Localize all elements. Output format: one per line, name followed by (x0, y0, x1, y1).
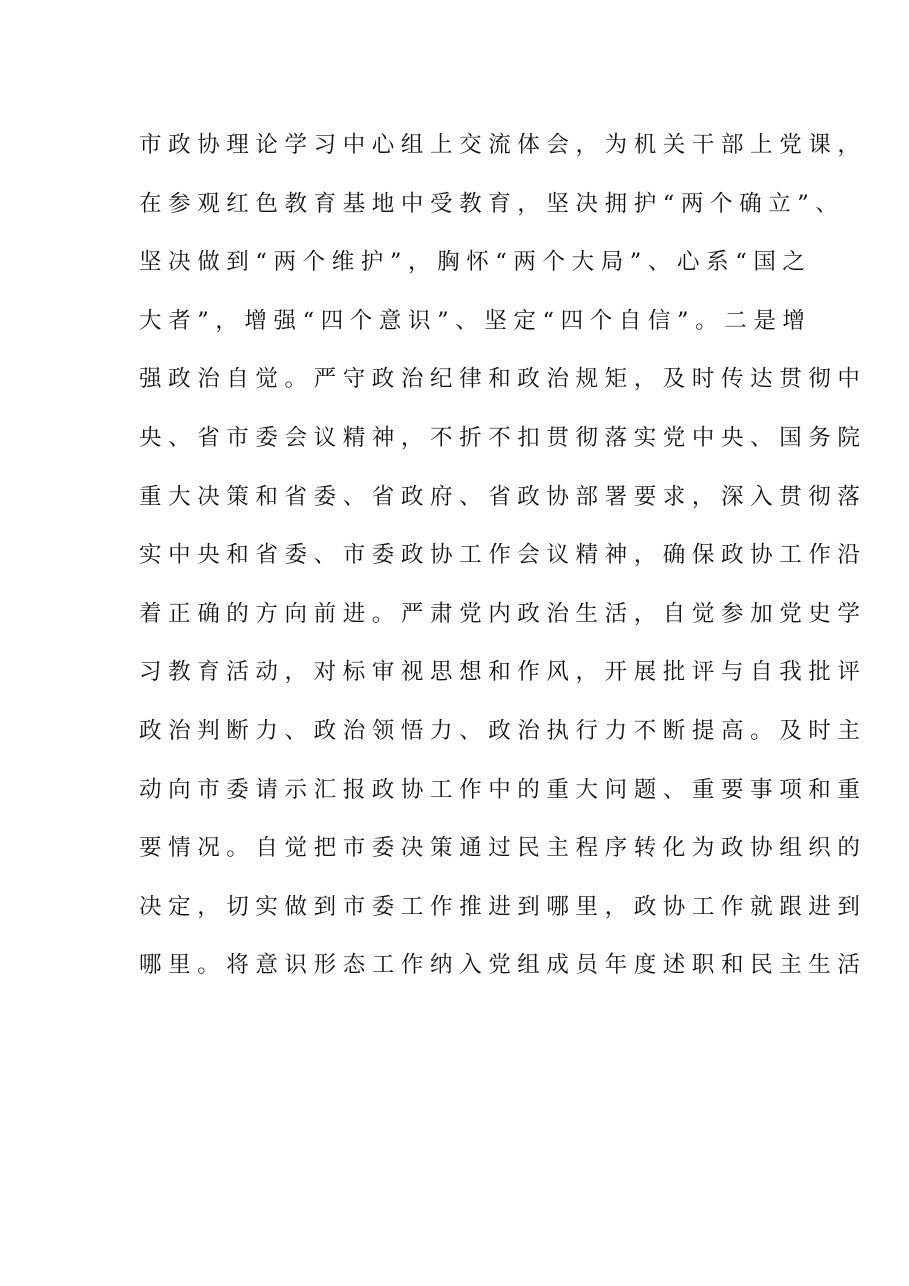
text-line: 着正确的方向前进。严肃党内政治生活，自觉参加党史学 (139, 600, 867, 627)
text-line: 坚决做到“两个维护”，胸怀“两个大局”、心系“国之 (139, 249, 812, 276)
text-line: 大者”，增强“四个意识”、坚定“四个自信”。二是增 (139, 307, 812, 334)
text-line: 实中央和省委、市委政协工作会议精神，确保政协工作沿 (139, 542, 867, 569)
text-line: 要情况。自觉把市委决策通过民主程序转化为政协组织的 (139, 835, 867, 862)
text-line: 哪里。将意识形态工作纳入党组成员年度述职和民主生活 (139, 952, 867, 979)
text-line: 央、省市委会议精神，不折不扣贯彻落实党中央、国务院 (139, 424, 867, 451)
text-line: 习教育活动，对标审视思想和作风，开展批评与自我批评 (139, 659, 867, 686)
text-line: 在参观红色教育基地中受教育，坚决拥护“两个确立”、 (139, 190, 845, 217)
body-text (139, 124, 867, 1003)
text-line: 市政协理论学习中心组上交流体会，为机关干部上党课， (139, 132, 867, 158)
text-line: 决定，切实做到市委工作推进到哪里，政协工作就跟进到 (139, 893, 867, 920)
text-line: 强政治自觉。严守政治纪律和政治规矩，及时传达贯彻中 (139, 366, 867, 393)
text-line: 政治判断力、政治领悟力、政治执行力不断提高。及时主 (139, 717, 867, 744)
text-line: 动向市委请示汇报政协工作中的重大问题、重要事项和重 (139, 776, 867, 803)
text-line: 重大决策和省委、省政府、省政协部署要求，深入贯彻落 (139, 483, 867, 510)
